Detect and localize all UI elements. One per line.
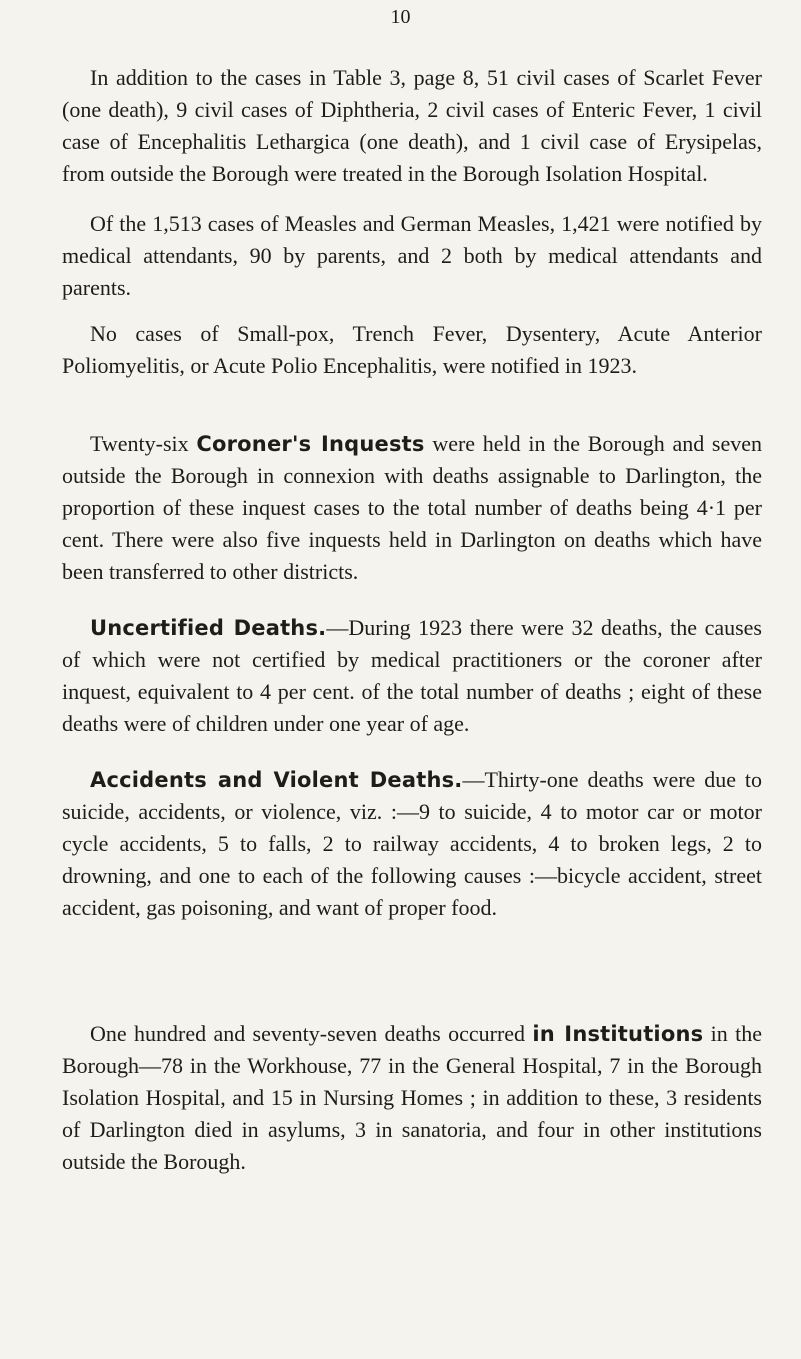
paragraph-isolation-hospital-cases: In addition to the cases in Table 3, page 8, 51 civil cases of Scarlet Fever (one death), 9 civil cases of Diphtheria, 2 civil cases of Enteric Fever, 1 civil case of Encephalitis Lethargica (one death), and 1 civil case of Erysipelas, from outside the Borough were treated in the Borough Isolation Hospital. — [62, 65, 762, 186]
section-heading-uncertified-deaths: Uncertified Deaths. — [90, 616, 327, 640]
paragraph-no-cases: No cases of Small-pox, Trench Fever, Dysentery, Acute Anterior Poliomyelitis, or Acute Polio Encephalitis, were notified in 1923. — [62, 321, 762, 378]
paragraph-text: were held in the Borough and seven outside the Borough in connexion with deaths assignable to Darlington, the proportion of these inquest cases to the total number of deaths being 4·1 per cent. There were also five inquests held in Darlington on deaths which have been transferred to other districts. — [62, 431, 762, 584]
section-heading-institutions: in Institutions — [532, 1022, 704, 1046]
paragraph-deaths-in-institutions — [62, 1018, 762, 1178]
section-heading-coroners-inquests: Coroner's Inquests — [196, 432, 425, 456]
paragraph-coroners-inquests — [62, 428, 762, 588]
paragraph-measles-notifications: Of the 1,513 cases of Measles and German Measles, 1,421 were notified by medical attendants, 90 by parents, and 2 both by medical attendants and parents. — [62, 211, 762, 300]
paragraph-accidents-violent-deaths — [62, 764, 762, 924]
paragraph-text: Twenty-six — [90, 431, 197, 456]
section-heading-accidents-violent-deaths: Accidents and Violent Deaths. — [90, 768, 463, 792]
paragraph-text: One hundred and seventy-seven deaths occurred — [90, 1021, 533, 1046]
page-number: 10 — [390, 6, 411, 28]
paragraph-uncertified-deaths — [62, 612, 762, 740]
paragraph-text: —During 1923 there were 32 deaths, the causes of which were not certified by medical practitioners or the coroner after inquest, equivalent to 4 per cent. of the total number of deaths ; eight of these deaths were of children under one year of age. — [62, 615, 762, 736]
paragraph-text: in the Borough—78 in the Workhouse, 77 in the General Hospital, 7 in the Borough Isolation Hospital, and 15 in Nursing Homes ; in addition to these, 3 residents of Darlington died in asylums, 3 in sanatoria, and four in other institutions outside the Borough. — [62, 1021, 763, 1174]
paragraph-text: —Thirty-one deaths were due to suicide, accidents, or violence, viz. :—9 to suicide, 4 to motor car or motor cycle accidents, 5 to falls, 2 to railway accidents, 4 to broken legs, 2 to drowning, and one to each of the following causes :—bicycle accident, street accident, gas poisoning, and want of proper food. — [62, 767, 762, 920]
